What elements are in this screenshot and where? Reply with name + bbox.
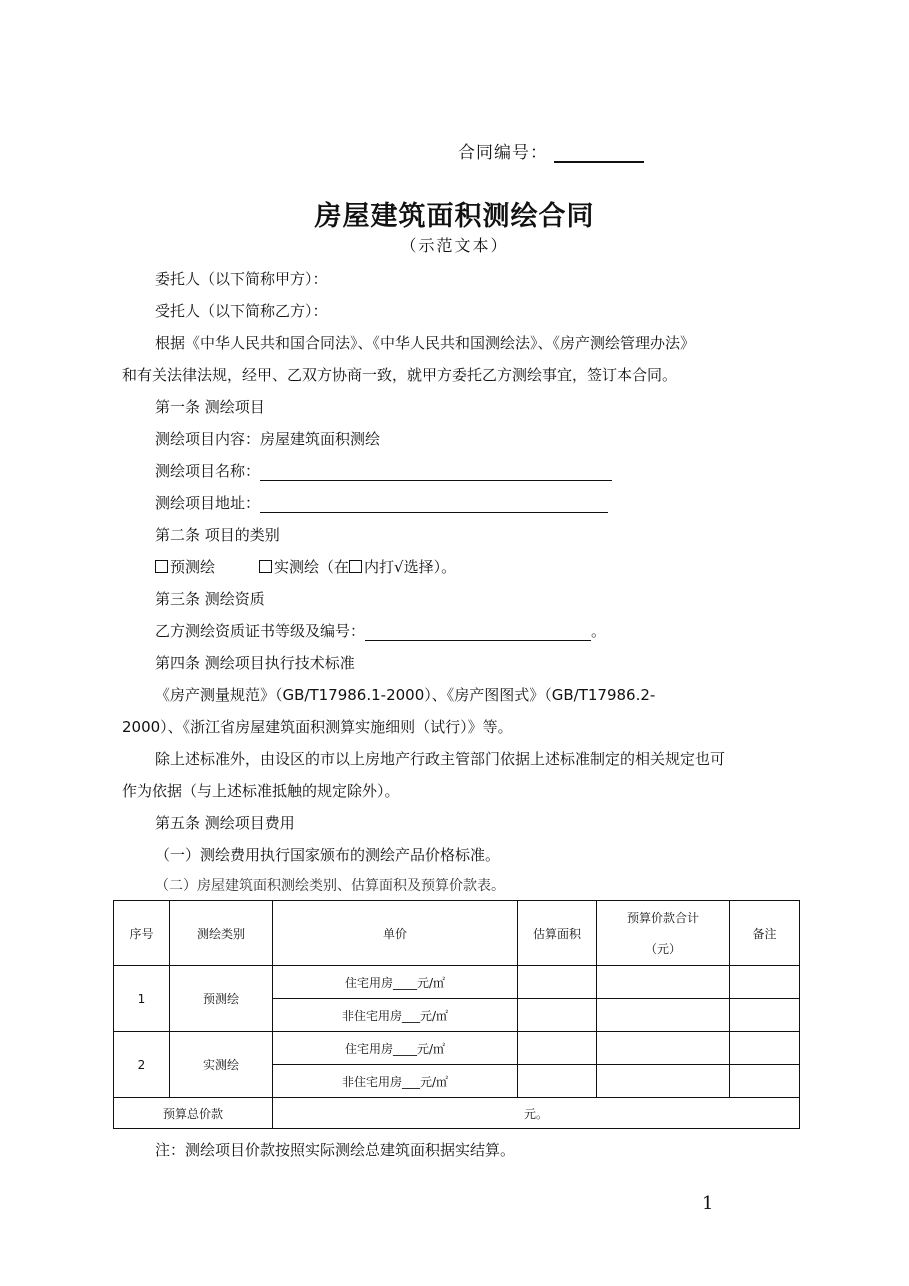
- page-number: 1: [702, 1193, 714, 1214]
- header-no: 序号: [114, 901, 170, 966]
- article-1-content: 测绘项目内容：房屋建筑面积测绘: [155, 430, 381, 448]
- pre-survey-checkbox[interactable]: [155, 560, 168, 573]
- article-2-heading: 第二条 项目的类别: [155, 526, 280, 544]
- row-1-remark-nonresidential[interactable]: [730, 999, 800, 1032]
- total-value[interactable]: 元。: [273, 1098, 800, 1129]
- row-1-price-nonresidential: 非住宅用房___元/㎡: [273, 999, 518, 1032]
- row-1-area-nonresidential[interactable]: [518, 999, 597, 1032]
- table-total-row: [114, 1098, 800, 1129]
- actual-survey-checkbox[interactable]: [259, 560, 272, 573]
- header-remark: 备注: [730, 901, 800, 966]
- article-3-heading: 第三条 测绘资质: [155, 590, 265, 608]
- qualification-blank: [365, 625, 591, 641]
- row-2-remark-residential[interactable]: [730, 1032, 800, 1065]
- fee-table: [113, 900, 800, 1129]
- project-address-blank: [260, 497, 608, 513]
- article-1-heading: 第一条 测绘项目: [155, 398, 265, 416]
- header-price: 单价: [273, 901, 518, 966]
- row-1-type: 预测绘: [170, 966, 273, 1032]
- row-2-budget-residential[interactable]: [597, 1032, 730, 1065]
- project-name-label: 测绘项目名称：: [155, 462, 261, 480]
- document-title: 房屋建筑面积测绘合同: [314, 201, 595, 232]
- party-a: 委托人（以下简称甲方）：: [155, 270, 328, 288]
- row-1-budget-residential[interactable]: [597, 966, 730, 999]
- header-budget-line1: 预算价款合计: [626, 911, 699, 925]
- table-row: [114, 1032, 800, 1065]
- project-address-line: [155, 493, 608, 513]
- party-b: 受托人（以下简称乙方）：: [155, 302, 328, 320]
- header-area: 估算面积: [518, 901, 597, 966]
- inline-box-icon: [349, 560, 362, 573]
- header-type: 测绘类别: [170, 901, 273, 966]
- row-1-remark-residential[interactable]: [730, 966, 800, 999]
- row-2-no: 2: [114, 1032, 170, 1098]
- standards-line-2: 2000）、《浙江省房屋建筑面积测算实施细则（试行）》等。: [122, 718, 513, 736]
- project-category-options: [155, 557, 456, 577]
- row-2-remark-nonresidential[interactable]: [730, 1065, 800, 1098]
- intro-line-2: 和有关法律法规，经甲、乙双方协商一致，就甲方委托乙方测绘事宜，签订本合同。: [122, 366, 678, 384]
- standards-line-3: 除上述标准外，由设区的市以上房地产行政主管部门依据上述标准制定的相关规定也可: [155, 750, 726, 768]
- article-4-heading: 第四条 测绘项目执行技术标准: [155, 654, 355, 672]
- qualification-label: 乙方测绘资质证书等级及编号：: [155, 622, 366, 640]
- document-subtitle: （示范文本）: [400, 236, 509, 255]
- fee-item-2: （二）房屋建筑面积测绘类别、估算面积及预算价款表。: [155, 878, 505, 894]
- header-budget-line2: （元）: [644, 942, 681, 956]
- contract-number-label: 合同编号：: [458, 143, 548, 163]
- row-1-area-residential[interactable]: [518, 966, 597, 999]
- row-2-area-nonresidential[interactable]: [518, 1065, 597, 1098]
- standards-line-1: 《房产测量规范》（GB/T17986.1-2000）、《房产图图式》（GB/T17986.2-: [155, 686, 656, 704]
- actual-survey-label: 实测绘（在: [274, 558, 350, 576]
- row-2-area-residential[interactable]: [518, 1032, 597, 1065]
- fee-item-1: （一）测绘费用执行国家颁布的测绘产品价格标准。: [155, 846, 501, 864]
- row-2-budget-nonresidential[interactable]: [597, 1065, 730, 1098]
- contract-number-blank: [554, 144, 644, 163]
- settlement-note: 注：测绘项目价款按照实际测绘总建筑面积据实结算。: [155, 1141, 516, 1159]
- total-label: 预算总价款: [114, 1098, 273, 1129]
- actual-survey-hint: 内打√选择）。: [364, 558, 457, 576]
- row-2-type: 实测绘: [170, 1032, 273, 1098]
- pre-survey-label: 预测绘: [170, 558, 216, 576]
- qualification-end: 。: [591, 622, 607, 640]
- table-row: [114, 966, 800, 999]
- qualification-line: [155, 621, 606, 641]
- intro-line-1: 根据《中华人民共和国合同法》、《中华人民共和国测绘法》、《房产测绘管理办法》: [155, 334, 696, 352]
- header-budget: [597, 901, 730, 966]
- row-1-no: 1: [114, 966, 170, 1032]
- row-1-budget-nonresidential[interactable]: [597, 999, 730, 1032]
- project-address-label: 测绘项目地址：: [155, 494, 261, 512]
- standards-line-4: 作为依据（与上述标准抵触的规定除外）。: [122, 782, 400, 800]
- article-5-heading: 第五条 测绘项目费用: [155, 814, 295, 832]
- row-1-price-residential: 住宅用房____元/㎡: [273, 966, 518, 999]
- contract-number: [458, 143, 644, 163]
- project-name-blank: [260, 465, 612, 481]
- table-header-row: [114, 901, 800, 966]
- row-2-price-nonresidential: 非住宅用房___元/㎡: [273, 1065, 518, 1098]
- row-2-price-residential: 住宅用房____元/㎡: [273, 1032, 518, 1065]
- project-name-line: [155, 461, 612, 481]
